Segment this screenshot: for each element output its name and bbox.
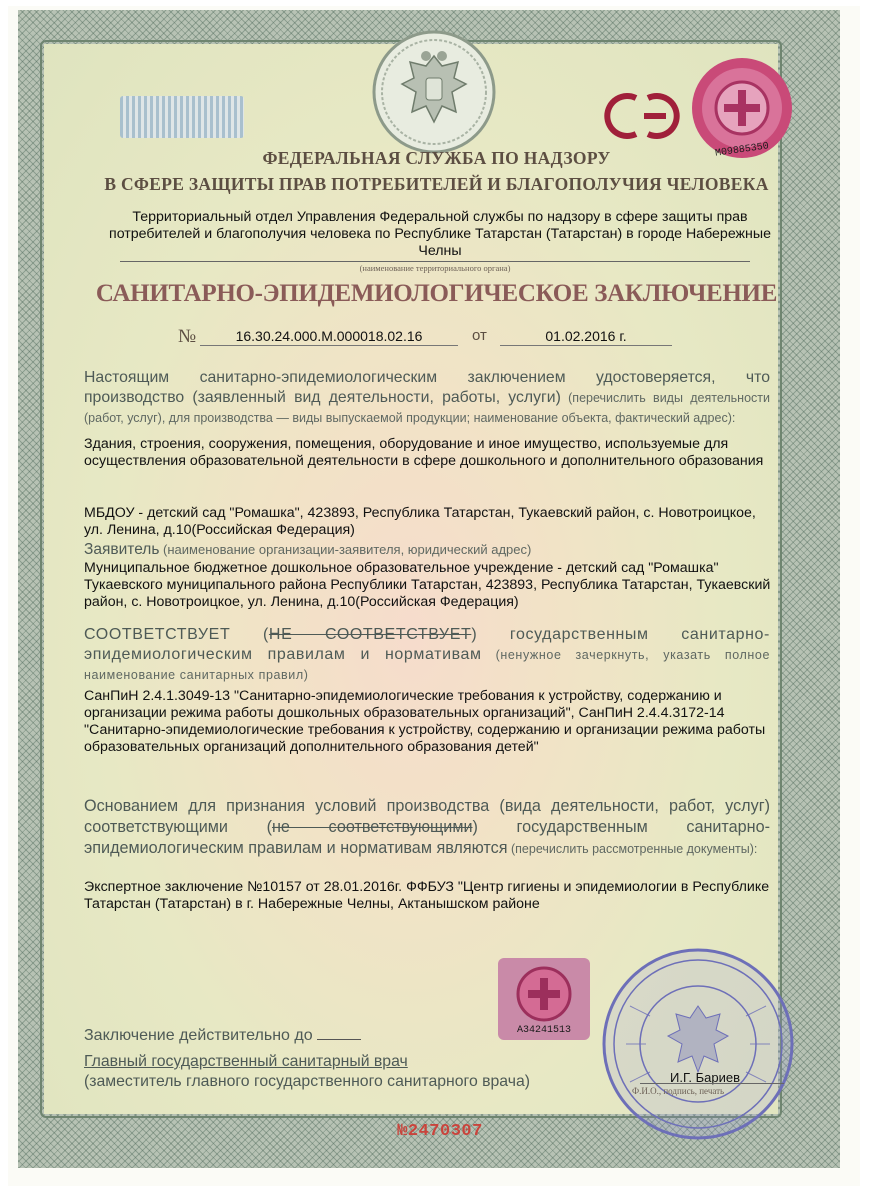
validity-blank xyxy=(317,1025,361,1040)
validity-label: Заключение действительно до xyxy=(84,1027,313,1044)
complies-struck: НЕ СООТВЕТСТВУЕТ xyxy=(268,626,472,643)
complies-note: (ненужное зачеркнуть, указать полное наименование санитарных правил) xyxy=(84,648,770,682)
chief-doctor-title: Главный государственный санитарный врач xyxy=(84,1053,408,1070)
serial-number: №2470307 xyxy=(397,1122,483,1141)
number-label: № xyxy=(178,326,197,347)
applicant-note: (наименование организации-заявителя, юридический адрес) xyxy=(159,542,532,557)
complies-rest: ) государственным санитарно-эпидемиологическим правилам и нормативам xyxy=(84,626,770,663)
hologram-code-top: M09885350 xyxy=(714,141,770,160)
hologram-seal-bottom xyxy=(496,956,592,1042)
basis-note: (перечислить рассмотренные документы): xyxy=(507,842,758,856)
number-underline xyxy=(200,345,458,346)
territorial-underline xyxy=(120,261,750,262)
coat-of-arms-emblem xyxy=(368,26,500,154)
applicant-details: Муниципальное бюджетное дошкольное образовательное учреждение - детский сад "Ромашка" Тукаевского муниципального района Республики Татарстан, 423893, Республика Татарстан, Тукаевский район, с. Новотроицкое, ул. Ленина, д.10(Российская Федерация) xyxy=(84,560,771,610)
validity-row xyxy=(84,1025,361,1045)
basis-rest: ) государственным санитарно-эпидемиологическим правилам и нормативам являются xyxy=(84,818,770,857)
sanitary-norms: СанПиН 2.4.1.3049-13 "Санитарно-эпидемиологические требования к устройству, содержанию и организации режима работы дошкольных образовательных организаций", СанПиН 2.4.4.3172-14 "Санитарно-эпидемиологические требования к устройству, содержанию и организации режима работы образовательных организаций дополнительного образования детей" xyxy=(84,688,766,755)
basis-main: Основанием для признания условий производства (вида деятельности, работ, услуг) соответствующими ( xyxy=(84,797,770,836)
organization-address: МБДОУ - детский сад "Ромашка", 423893, Республика Татарстан, Тукаевский район, с. Новотроицкое, ул. Ленина, д.10(Российская Федерация) xyxy=(84,505,756,538)
hologram-code-bottom: A34241513 xyxy=(516,1025,572,1036)
territorial-caption: (наименование территориального органа) xyxy=(359,263,511,273)
deputy-title: (заместитель главного государственного санитарного врача) xyxy=(84,1073,531,1090)
object-description: Здания, строения, сооружения, помещения, оборудование и иное имущество, используемые для осуществления образовательной деятельности в сфере дошкольного и дополнительного образования xyxy=(84,436,764,469)
applicant-label: Заявитель xyxy=(84,541,160,558)
date-underline xyxy=(500,345,672,346)
expert-conclusion: Экспертное заключение №10157 от 28.01.2016г. ФФБУЗ "Центр гигиены и эпидемиологии в Республике Татарстан (Татарстан) в г. Набережные Челны, Актанышском районе xyxy=(84,879,770,912)
document-date: 01.02.2016 г. xyxy=(545,328,627,344)
document-number: 16.30.24.000.М.000018.02.16 xyxy=(235,328,423,344)
complies-label: СООТВЕТСТВУЕТ ( xyxy=(84,626,269,643)
agency-title-line2: В СФЕРЕ ЗАЩИТЫ ПРАВ ПОТРЕБИТЕЛЕЙ И БЛАГОПОЛУЧИЯ ЧЕЛОВЕКА xyxy=(104,174,769,194)
intro-note: (перечислить виды деятельности (работ, услуг), для производства — виды выпускаемой продукции; наименование объекта, фактический адрес): xyxy=(84,391,770,425)
official-round-stamp xyxy=(600,946,796,1142)
basis-statement xyxy=(84,796,770,860)
territorial-office: Территориальный отдел Управления Федеральной службы по надзору в сфере защиты прав потребителей и благополучия человека по Республике Татарстан (Татарстан) в городе Набережные Челны xyxy=(109,209,771,259)
hologram-seal-top xyxy=(688,54,796,162)
signer-name: И.Г. Бариев xyxy=(670,1070,741,1085)
compliance-statement xyxy=(84,625,770,685)
intro-main: Настоящим санитарно-эпидемиологическим заключением удостоверяется, что производство (заявленный вид деятельности, работы, услуги) xyxy=(84,369,770,406)
basis-struck: не соответствующими xyxy=(271,818,473,836)
conformity-mark-logo xyxy=(602,88,682,144)
document-title: САНИТАРНО-ЭПИДЕМИОЛОГИЧЕСКОЕ ЗАКЛЮЧЕНИЕ xyxy=(95,280,778,307)
agency-title-line1: ФЕДЕРАЛЬНАЯ СЛУЖБА ПО НАДЗОРУ xyxy=(262,148,611,168)
intro-paragraph xyxy=(84,368,770,428)
signature-caption: Ф.И.О., подпись, печать xyxy=(632,1086,725,1096)
signature-line xyxy=(640,1083,784,1084)
date-label: от xyxy=(472,327,487,344)
applicant-heading xyxy=(84,541,774,559)
hologram-strip xyxy=(120,96,244,138)
